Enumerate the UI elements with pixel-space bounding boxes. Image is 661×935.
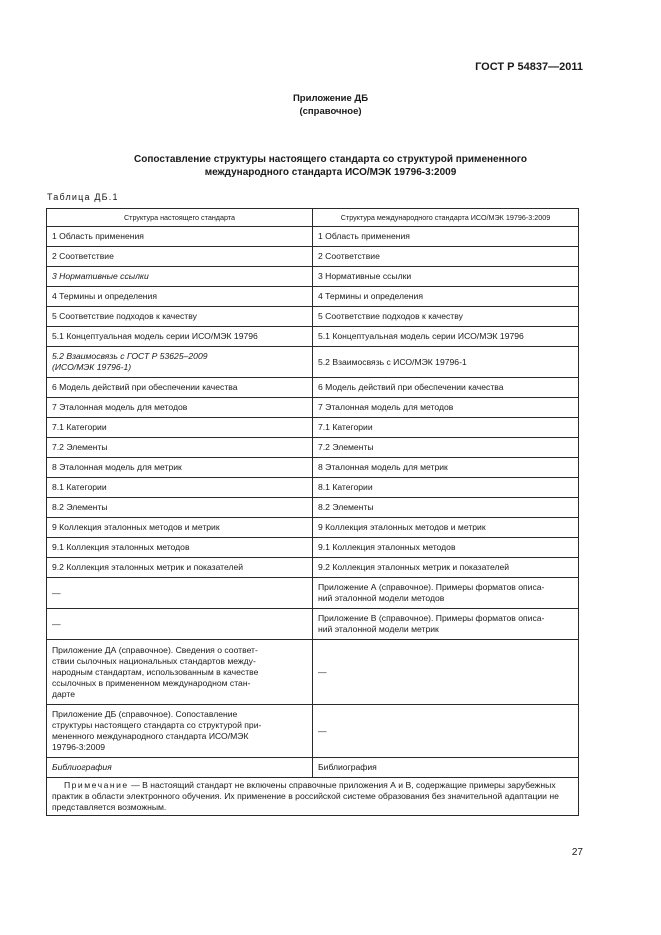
table-row [47,327,579,347]
cell-line: ссылочных в примененном международном стан- [52,677,251,688]
national-structure-cell: — [47,609,313,640]
national-structure-cell [47,705,313,758]
international-structure-cell: 5.1 Концептуальная модель серии ИСО/МЭК 19796 [313,327,579,347]
table-row [47,518,579,538]
document-title-line-1: Сопоставление структуры настоящего стандарта со структурой примененного [134,154,527,165]
national-structure-cell: 4 Термины и определения [47,287,313,307]
table-row [47,307,579,327]
table-row [47,438,579,458]
international-structure-cell: — [313,640,579,705]
table-row [47,538,579,558]
note-text: — В настоящий стандарт не включены справочные приложения А и В, содержащие примеры зарубежных практик в области электронного обучения. Их применение в российской системе образования без значительной адаптации не представляется возможным. [52,780,559,812]
page-number: 27 [571,847,583,858]
table-row [47,458,579,478]
table-row [47,498,579,518]
national-structure-cell: 1 Область применения [47,227,313,247]
national-structure-cell: 9.1 Коллекция эталонных методов [47,538,313,558]
cell-line: 19796-3:2009 [52,742,106,752]
cell-line: структуры настоящего стандарта со структурой при- [52,720,262,730]
international-structure-cell: 8.1 Категории [313,478,579,498]
cell-line: Приложение А (справочное). Примеры форматов описа- [318,582,545,592]
international-structure-cell: 3 Нормативные ссылки [313,267,579,287]
international-structure-cell: 2 Соответствие [313,247,579,267]
table-row [47,758,579,778]
national-structure-cell: Библиография [47,758,313,778]
document-title [0,153,661,179]
international-structure-cell [313,609,579,640]
international-structure-cell: 5.2 Взаимосвязь с ИСО/МЭК 19796-1 [313,347,579,378]
table-caption: Таблица ДБ.1 [47,192,119,202]
national-structure-cell: 6 Модель действий при обеспечении качества [47,378,313,398]
cell-line: 5.2 Взаимосвязь с ГОСТ Р 53625–2009 [52,351,208,361]
national-structure-cell: 8.1 Категории [47,478,313,498]
table-row [47,227,579,247]
table-header-row [47,209,579,227]
national-structure-cell: 9.2 Коллекция эталонных метрик и показателей [47,558,313,578]
national-structure-cell: 2 Соответствие [47,247,313,267]
international-structure-cell: 7.1 Категории [313,418,579,438]
table-row [47,705,579,758]
national-structure-cell [47,640,313,705]
document-title-line-2: международного стандарта ИСО/МЭК 19796-3:2009 [204,167,457,178]
cell-line: дарте [52,688,76,699]
international-structure-cell: Библиография [313,758,579,778]
table-row [47,478,579,498]
international-structure-cell: 1 Область применения [313,227,579,247]
cell-line: мененного международного стандарта ИСО/МЭК [52,731,249,741]
national-structure-cell: 9 Коллекция эталонных методов и метрик [47,518,313,538]
national-structure-cell: 7.2 Элементы [47,438,313,458]
cell-line: Приложение ДА (справочное). Сведения о соответ- [52,644,258,655]
international-structure-cell: — [313,705,579,758]
international-structure-cell: 4 Термины и определения [313,287,579,307]
international-structure-cell: 7.2 Элементы [313,438,579,458]
note-label: Примечание [63,780,129,790]
table-row [47,267,579,287]
national-structure-cell [47,347,313,378]
structure-comparison-table [46,208,579,816]
national-structure-cell: 8.2 Элементы [47,498,313,518]
table-row [47,378,579,398]
international-structure-cell [313,578,579,609]
annex-heading [0,92,661,118]
cell-line: ний эталонной модели методов [318,593,445,603]
national-structure-cell: 5.1 Концептуальная модель серии ИСО/МЭК 19796 [47,327,313,347]
international-structure-cell: 6 Модель действий при обеспечении качества [313,378,579,398]
cell-line: Приложение В (справочное). Примеры форматов описа- [318,613,545,623]
national-structure-cell: 7.1 Категории [47,418,313,438]
table-row [47,398,579,418]
standard-code: ГОСТ Р 54837—2011 [475,61,583,73]
column-header-national: Структура настоящего стандарта [47,209,313,227]
annex-title: Приложение ДБ [292,93,369,104]
international-structure-cell: 9.1 Коллекция эталонных методов [313,538,579,558]
annex-subtitle: (справочное) [299,106,362,117]
international-structure-cell: 8 Эталонная модель для метрик [313,458,579,478]
cell-line: ствии сылочных национальных стандартов между- [52,655,256,666]
international-structure-cell: 9.2 Коллекция эталонных метрик и показателей [313,558,579,578]
national-structure-cell: 5 Соответствие подходов к качеству [47,307,313,327]
table-row [47,247,579,267]
column-header-international: Структура международного стандарта ИСО/МЭК 19796-3:2009 [313,209,579,227]
table-row [47,287,579,307]
international-structure-cell: 8.2 Элементы [313,498,579,518]
table-row [47,609,579,640]
table-row [47,558,579,578]
international-structure-cell: 7 Эталонная модель для методов [313,398,579,418]
cell-line: Приложение ДБ (справочное). Сопоставление [52,709,238,719]
cell-line: (ИСО/МЭК 19796-1) [52,362,132,372]
national-structure-cell: 7 Эталонная модель для методов [47,398,313,418]
cell-line: ний эталонной модели метрик [318,624,439,634]
table-row [47,640,579,705]
cell-line: народным стандартам, использованным в качестве [52,666,259,677]
table-row [47,347,579,378]
international-structure-cell: 5 Соответствие подходов к качеству [313,307,579,327]
table-note-row [47,778,579,816]
national-structure-cell: 3 Нормативные ссылки [47,267,313,287]
table-note [47,778,579,816]
national-structure-cell: — [47,578,313,609]
table-row [47,578,579,609]
international-structure-cell: 9 Коллекция эталонных методов и метрик [313,518,579,538]
national-structure-cell: 8 Эталонная модель для метрик [47,458,313,478]
table-row [47,418,579,438]
